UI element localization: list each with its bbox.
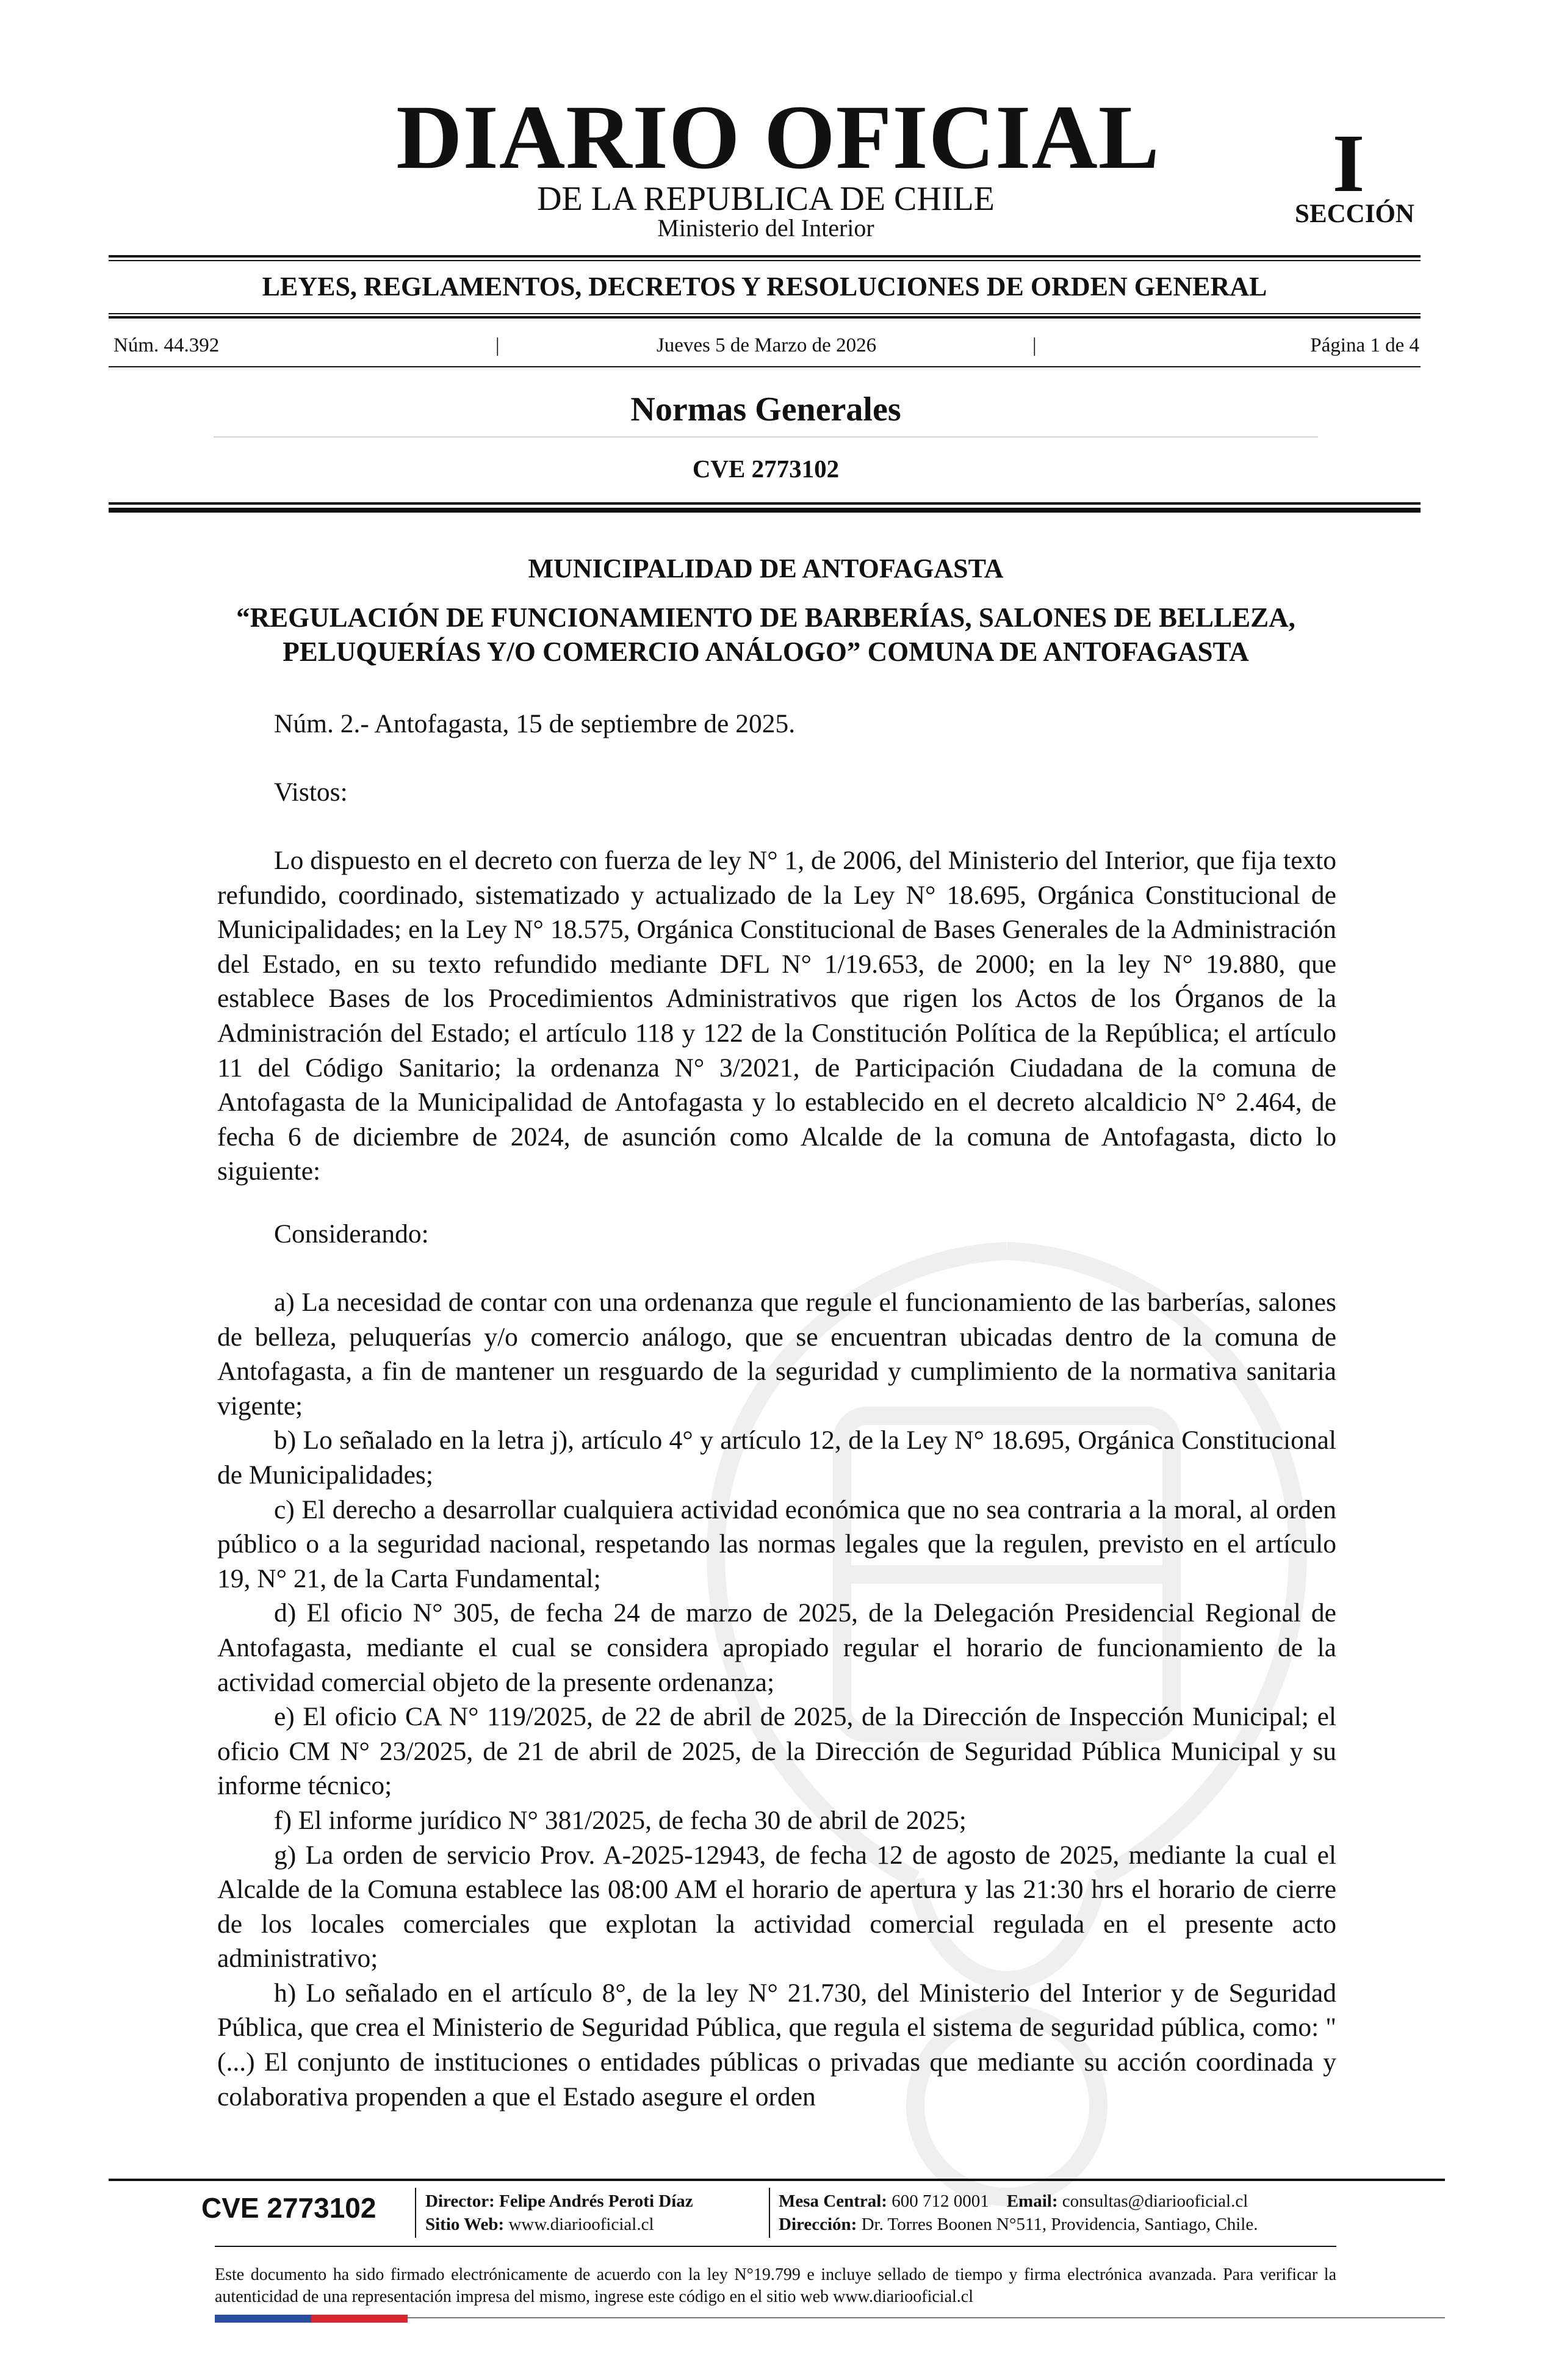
flag-stripe-red [311,2315,408,2323]
mesa-label: Mesa Central: [779,2191,887,2211]
issue-info-row [113,332,1419,359]
site-label: Sitio Web: [425,2215,505,2234]
email-link[interactable]: consultas@diariooficial.cl [1062,2191,1248,2211]
considerando-list [217,1285,1336,2114]
footer-contact-block [779,2190,1258,2236]
address-value: Dr. Torres Boonen N°511, Providencia, Santiago, Chile. [861,2215,1258,2234]
section-title: Normas Generales [630,391,901,428]
section-label: SECCIÓN [1295,200,1414,228]
director-label: Director: [425,2191,495,2211]
masthead-title: DIARIO OFICIAL [396,87,1160,188]
footer-signature-note: Este documento ha sido firmado electrónicamente de acuerdo con la ley N°19.799 e incluye sellado de tiempo y firma electrónica avanzada. Para verificar la autenticidad de una representación impresa del mismo, ingrese este código en el sitio web www.diariooficial.cl [215,2265,1336,2306]
masthead-ministry: Ministerio del Interior [657,214,874,242]
considerando-item-e: e) El oficio CA N° 119/2025, de 22 de abril de 2025, de la Dirección de Inspección Municipal; el oficio CM N° 23/2025, de 21 de abril de 2025, de la Dirección de Seguridad Pública Municipal y su informe técnico; [217,1702,1336,1801]
considerando-heading: Considerando: [274,1219,429,1249]
footer-note-rule [215,2246,1336,2247]
header-band: LEYES, REGLAMENTOS, DECRETOS Y RESOLUCIONES DE ORDEN GENERAL [262,272,1267,301]
masthead-rule-thin [109,260,1421,261]
vistos-text: Lo dispuesto en el decreto con fuerza de ley N° 1, de 2006, del Ministerio del Interior, que fija texto refundido, coordinado, sistematizado y actualizado de la Ley N° 18.695, Orgánica Constitucional de Municipalidades; en la Ley N° 18.575, Orgánica Constitucional de Bases Generales de la Administración del Estado, en su texto refundido mediante DFL N° 1/19.653, de 2000; en la ley N° 19.880, que establece Bases de los Procedimientos Administrativos que rigen los Actos de los Órganos de la Administración del Estado; el artículo 118 y 122 de la Constitución Política de la República; el artículo 11 del Código Sanitario; la ordenanza N° 3/2021, de Participación Ciudadana de la comuna de Antofagasta de la Municipalidad de Antofagasta y lo establecido en el decreto alcaldicio N° 2.464, de fecha 6 de diciembre de 2024, de asunción como Alcalde de la comuna de Antofagasta, dicto lo siguiente: [217,846,1336,1186]
issue-separator: | [1032,334,1037,356]
director-value: Felipe Andrés Peroti Díaz [499,2191,693,2211]
considerando-item-c: c) El derecho a desarrollar cualquiera actividad económica que no sea contraria a la moral, al orden público o a la seguridad nacional, respetando las normas legales que la regulen, previsto en el artículo 19, N° 21, de la Carta Fundamental; [217,1495,1336,1593]
considerando-item-d: d) El oficio N° 305, de fecha 24 de marzo de 2025, de la Delegación Presidencial Regional de Antofagasta, mediante el cual se considera apropiado regular el horario de funcionamiento de la actividad comercial objeto de la presente ordenanza; [217,1598,1336,1697]
footer-divider [415,2188,416,2238]
issue-separator: | [495,334,500,356]
considerando-item-f: f) El informe jurídico N° 381/2025, de fecha 30 de abril de 2025; [274,1805,967,1835]
address-label: Dirección: [779,2215,857,2234]
considerando-item-b: b) Lo señalado en la letra j), artículo 4° y artículo 12, de la Ley N° 18.695, Orgánica Constitucional de Municipalidades; [217,1426,1336,1490]
footer-cve-code: CVE 2773102 [201,2192,376,2224]
footer-director-block [425,2190,693,2236]
section-divider [214,436,1318,438]
regulation-title-line-2: PELUQUERÍAS Y/O COMERCIO ANÁLOGO” COMUNA DE ANTOFAGASTA [283,636,1249,667]
regulation-title-line-1: “REGULACIÓN DE FUNCIONAMIENTO DE BARBERÍAS, SALONES DE BELLEZA, [236,602,1295,633]
issue-number: Núm. 44.392 [113,334,220,356]
masthead-subtitle: DE LA REPUBLICA DE CHILE [537,180,995,218]
regulation-title [183,600,1349,669]
flag-stripe-blue [215,2315,311,2323]
cve-rule [109,502,1421,505]
cve-code: CVE 2773102 [692,455,840,483]
masthead-rule [109,255,1421,258]
issue-date: Jueves 5 de Marzo de 2026 [656,334,877,356]
considerando-item-g: g) La orden de servicio Prov. A-2025-12943, de fecha 12 de agosto de 2025, mediante la cual el Alcalde de la Comuna establece las 08:00 AM el horario de apertura y las 21:30 hrs el horario de cierre de los locales comerciales que explotan la actividad comercial regulada en el presente acto administrativo; [217,1840,1336,1974]
issuer-heading: MUNICIPALIDAD DE ANTOFAGASTA [528,554,1004,583]
considerando-item-a: a) La necesidad de contar con una ordenanza que regule el funcionamiento de las barberías, salones de belleza, peluquerías y/o comercio análogo, que se encuentran ubicadas dentro de la comuna de Antofagasta, a fin de mantener un resguardo de la seguridad y cumplimiento de la normativa sanitaria vigente; [217,1288,1336,1421]
footer-rule [109,2179,1445,2181]
header-band-rule [109,313,1421,314]
footer-divider [769,2188,770,2238]
cve-rule-thick [109,508,1421,513]
vistos-heading: Vistos: [274,777,348,807]
header-band-rule-thick [109,316,1421,319]
email-label: Email: [1006,2191,1058,2211]
mesa-phone: 600 712 0001 [891,2191,989,2211]
section-number: I [1332,118,1365,209]
decree-number-line: Núm. 2.- Antofagasta, 15 de septiembre de 2025. [274,709,796,738]
issue-rule [109,366,1421,367]
considerando-item-h: h) Lo señalado en el artículo 8°, de la ley N° 21.730, del Ministerio del Interior y de Seguridad Pública, que crea el Ministerio de Seguridad Pública, que regula el sistema de seguridad pública, como: "(...) El conjunto de instituciones o entidades públicas o privadas que mediante su acción coordinada y colaborativa propenden a que el Estado asegure el orden [217,1978,1336,2111]
issue-page: Página 1 de 4 [1310,334,1419,356]
site-link[interactable]: www.diariooficial.cl [508,2215,654,2234]
vistos-paragraph [217,843,1336,1189]
